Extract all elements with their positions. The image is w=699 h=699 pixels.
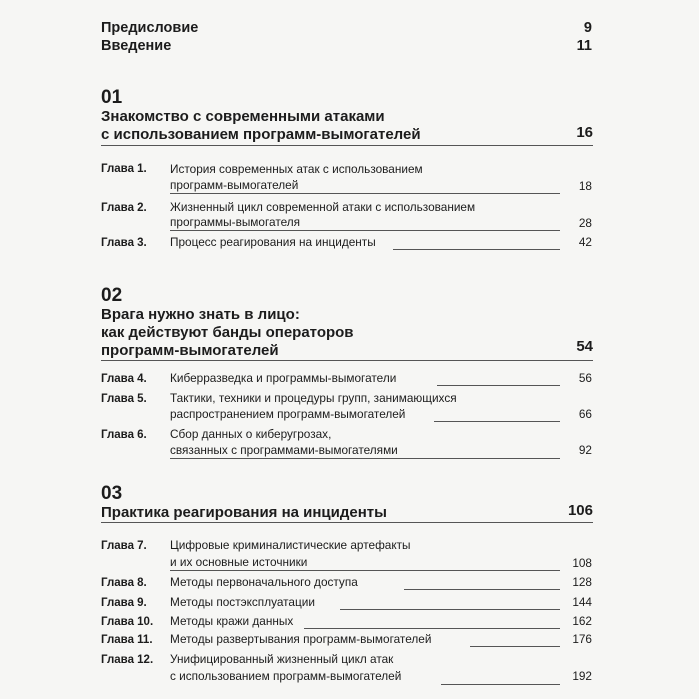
chapter-label: Глава 3. xyxy=(101,237,147,249)
chapter-leader-line xyxy=(437,385,560,386)
chapter-label: Глава 5. xyxy=(101,393,147,405)
chapter-title-line: Тактики, техники и процедуры групп, занимающихся xyxy=(170,391,457,405)
chapter-page-number: 162 xyxy=(572,614,592,628)
chapter-title-line: Сбор данных о киберугрозах, xyxy=(170,427,332,441)
chapter-label: Глава 7. xyxy=(101,540,147,552)
part-title-line: программ-вымогателей xyxy=(101,342,279,359)
front-matter-title-preface: Предисловие xyxy=(101,20,199,36)
chapter-title-line: Жизненный цикл современной атаки с использованием xyxy=(170,200,476,214)
part-title-line: Врага нужно знать в лицо: xyxy=(101,306,300,323)
part-divider-line xyxy=(101,522,593,523)
chapter-leader-line xyxy=(170,193,560,194)
chapter-label: Глава 1. xyxy=(101,163,147,175)
chapter-title-line: с использованием программ-вымогателей xyxy=(170,669,402,683)
chapter-page-number: 108 xyxy=(572,556,592,570)
chapter-page-number: 128 xyxy=(572,575,592,589)
chapter-leader-line xyxy=(340,609,560,610)
chapter-leader-line xyxy=(434,421,560,422)
front-matter-page-introduction: 11 xyxy=(576,38,592,54)
chapter-label: Глава 10. xyxy=(101,616,154,628)
chapter-label: Глава 6. xyxy=(101,429,147,441)
chapter-title-line: Методы кражи данных xyxy=(170,614,294,628)
chapter-page-number: 18 xyxy=(578,179,592,193)
part-page-number: 16 xyxy=(576,124,593,141)
chapter-page-number: 42 xyxy=(578,235,592,249)
chapter-title-line: распространением программ-вымогателей xyxy=(170,407,406,421)
chapter-page-number: 28 xyxy=(578,216,592,230)
chapter-leader-line xyxy=(304,628,560,629)
part-title-line: Практика реагирования на инциденты xyxy=(101,504,387,521)
chapter-title-line: Методы постэксплуатации xyxy=(170,595,315,609)
front-matter-page-preface: 9 xyxy=(583,20,592,36)
chapter-label: Глава 12. xyxy=(101,654,154,666)
chapter-page-number: 92 xyxy=(578,443,592,457)
chapter-title-line: Методы развертывания программ-вымогателей xyxy=(170,632,432,646)
part-page-number: 54 xyxy=(576,338,593,355)
part-number: 03 xyxy=(101,483,123,504)
chapter-title-line: Методы первоначального доступа xyxy=(170,575,358,589)
part-divider-line xyxy=(101,360,593,361)
chapter-title-line: связанных с программами-вымогателями xyxy=(170,443,398,457)
chapter-label: Глава 8. xyxy=(101,577,147,589)
chapter-title-line: Процесс реагирования на инциденты xyxy=(170,235,376,249)
chapter-page-number: 192 xyxy=(572,669,592,683)
chapter-leader-line xyxy=(393,249,560,250)
front-matter-title-introduction: Введение xyxy=(101,38,172,54)
chapter-leader-line xyxy=(170,570,560,571)
part-page-number: 106 xyxy=(567,502,593,519)
chapter-title-line: программы-вымогателя xyxy=(170,215,301,229)
chapter-title-line: История современных атак с использованием xyxy=(170,162,423,176)
chapter-title-line: и их основные источники xyxy=(170,555,308,569)
chapter-page-number: 56 xyxy=(578,371,592,385)
chapter-leader-line xyxy=(404,589,560,590)
chapter-title-line: Цифровые криминалистические артефакты xyxy=(170,538,411,552)
chapter-page-number: 144 xyxy=(572,595,592,609)
chapter-title-line: программ-вымогателей xyxy=(170,178,299,192)
chapter-label: Глава 4. xyxy=(101,373,147,385)
chapter-leader-line xyxy=(470,646,560,647)
chapter-page-number: 176 xyxy=(572,632,592,646)
part-number: 01 xyxy=(101,87,123,108)
chapter-title-line: Киберразведка и программы-вымогатели xyxy=(170,371,397,385)
chapter-leader-line xyxy=(170,230,560,231)
part-title-line: с использованием программ-вымогателей xyxy=(101,126,421,143)
part-number: 02 xyxy=(101,285,123,306)
chapter-page-number: 66 xyxy=(578,407,592,421)
chapter-leader-line xyxy=(441,684,560,685)
chapter-label: Глава 2. xyxy=(101,202,147,214)
chapter-title-line: Унифицированный жизненный цикл атак xyxy=(170,652,394,666)
chapter-label: Глава 9. xyxy=(101,597,147,609)
chapter-leader-line xyxy=(170,458,560,459)
part-title-line: Знакомство с современными атаками xyxy=(101,108,385,125)
chapter-label: Глава 11. xyxy=(101,634,153,646)
part-divider-line xyxy=(101,145,593,146)
part-title-line: как действуют банды операторов xyxy=(101,324,354,341)
